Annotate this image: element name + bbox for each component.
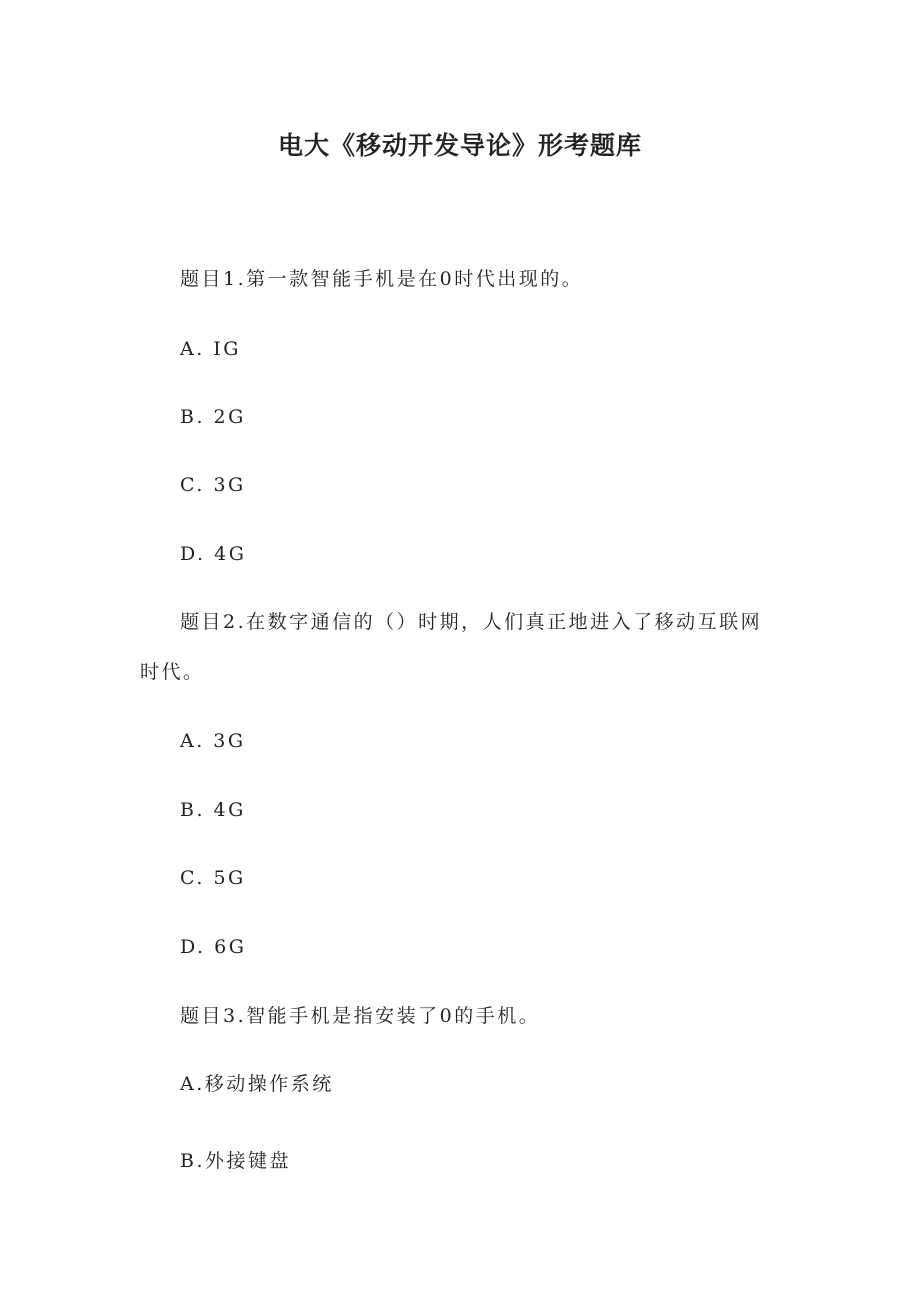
question-3-option-b: B.外接键盘: [180, 1150, 292, 1172]
question-1-option-a: A. IG: [180, 338, 241, 360]
question-2-prompt-line-1: 题目2.在数字通信的（）时期，人们真正地进入了移动互联网: [180, 611, 763, 633]
question-2-prompt-line-2: 时代。: [140, 661, 205, 683]
question-1-option-c: C. 3G: [180, 474, 246, 496]
question-2-option-d: D. 6G: [180, 936, 247, 958]
question-1-option-b: B. 2G: [180, 406, 246, 428]
question-1-prompt: 题目1.第一款智能手机是在0时代出现的。: [180, 268, 584, 290]
question-2-option-b: B. 4G: [180, 799, 246, 821]
document-title: 电大《移动开发导论》形考题库: [277, 131, 642, 160]
question-2-option-c: C. 5G: [180, 867, 246, 889]
question-2-option-a: A. 3G: [180, 730, 246, 752]
question-3-prompt: 题目3.智能手机是指安装了0的手机。: [180, 1005, 541, 1027]
question-3-option-a: A.移动操作系统: [180, 1073, 334, 1095]
question-1-option-d: D. 4G: [180, 543, 247, 565]
